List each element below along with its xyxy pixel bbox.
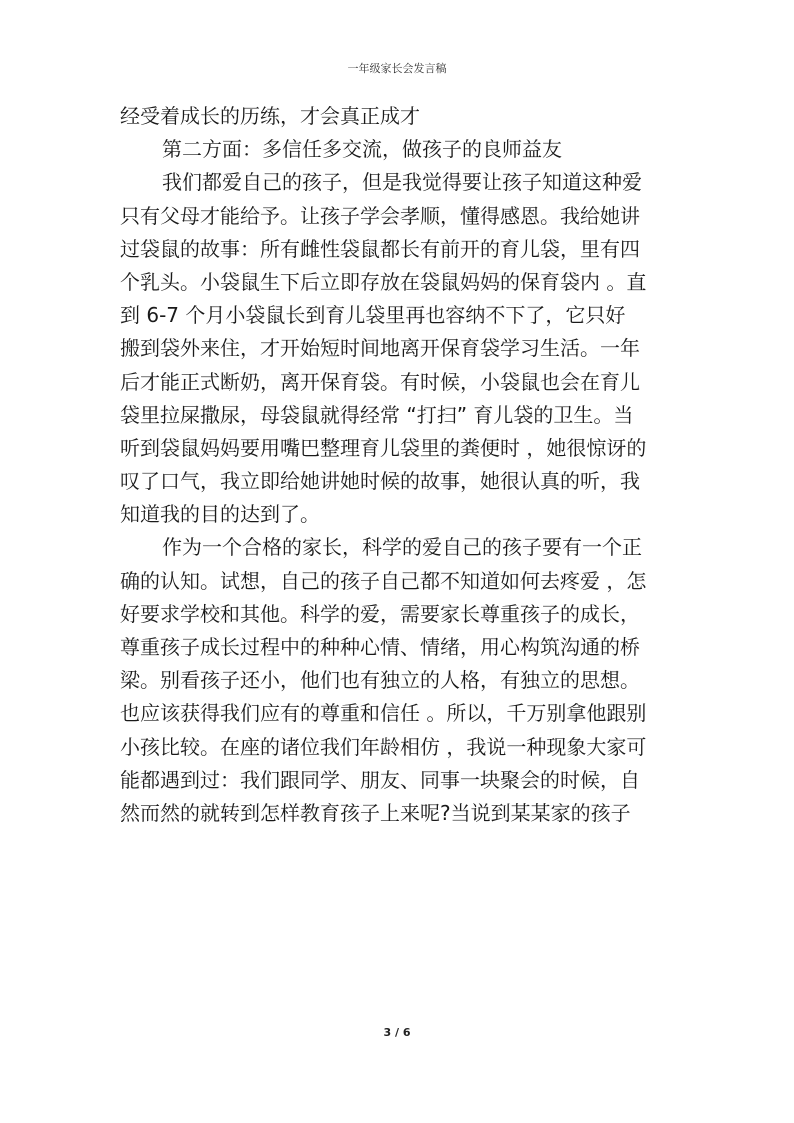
text-line: 过袋鼠的故事：所有雌性袋鼠都长有前开的育儿袋，里有四 [120,236,640,261]
text-line: 经受着成长的历练，才会真正成才 [120,104,420,128]
text-line: 能都遇到过：我们跟同学、朋友、同事一块聚会的时候，自 [120,767,640,792]
text-line: 小孩比较。在座的诸位我们年龄相仿 ，我说一种现象大家可 [120,734,647,759]
text-line: 知道我的目的达到了。 [120,502,320,527]
text-line: 叹了口气，我立即给她讲她时候的故事，她很认真的听，我 [120,469,640,494]
text-line: 到 6-7 个月小袋鼠长到育儿袋里再也容纳不下了，它只好 [120,303,626,328]
text-line: 尊重孩子成长过程中的种种心情、情绪，用心构筑沟通的桥 [120,635,640,659]
page-header: 一年级家长会发言稿 [347,62,447,75]
text-line: 个乳头。小袋鼠生下后立即存放在袋鼠妈妈的保育袋内 。直 [120,269,647,294]
text-line: 第二方面：多信任多交流，做孩子的良师益友 [162,137,562,162]
text-line: 搬到袋外来住，才开始短时间地离开保育袋学习生活。一年 [120,336,640,361]
text-line: 确的认知。试想，自己的孩子自己都不知道如何去疼爱 ，怎 [120,568,647,593]
text-line: 作为一个合格的家长，科学的爱自己的孩子要有一个正 [162,535,642,560]
text-line: 也应该获得我们应有的尊重和信任 。所以，千万别拿他跟别 [120,701,647,726]
text-line: 只有父母才能给予。让孩子学会孝顺，懂得感恩。我给她讲 [120,203,640,228]
page-number: 3 / 6 [383,1026,411,1039]
text-line: 听到袋鼠妈妈要用嘴巴整理育儿袋里的粪便时 ，她很惊讶的 [120,435,647,460]
text-line: 后才能正式断奶，离开保育袋。有时候，小袋鼠也会在育儿 [120,369,640,394]
text-line: 好要求学校和其他。科学的爱，需要家长尊重孩子的成长， [120,601,640,626]
text-line: 袋里拉屎撒尿，母袋鼠就得经常 “打扫” 育儿袋的卫生。当 [120,402,634,427]
text-line: 我们都爱自己的孩子，但是我觉得要让孩子知道这种爱 [162,170,642,195]
text-line: 然而然的就转到怎样教育孩子上来呢?当说到某某家的孩子 [120,800,631,825]
text-line: 梁。别看孩子还小，他们也有独立的人格，有独立的思想。 [120,668,640,693]
document-body [120,100,676,830]
